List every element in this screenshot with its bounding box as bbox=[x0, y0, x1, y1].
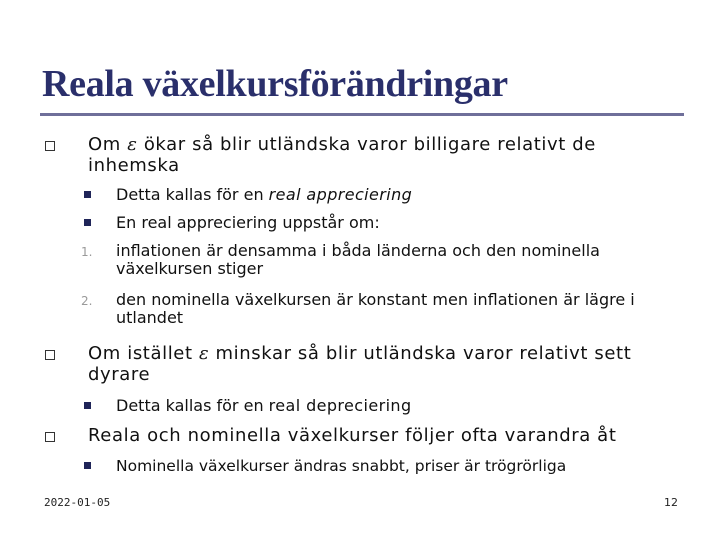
sub-bullet-2-1 bbox=[84, 402, 91, 409]
main-point-2-post: minskar så blir utländska varor relativt sett dyrare bbox=[88, 343, 632, 385]
main-bullet-1 bbox=[45, 141, 55, 151]
main-bullet-3 bbox=[45, 432, 55, 442]
number-marker-2: 2. bbox=[81, 294, 93, 308]
numbered-item-1: inflationen är densamma i båda länderna och den nominella växelkursen stiger bbox=[116, 241, 600, 278]
epsilon-symbol: ε bbox=[127, 134, 138, 155]
sub-item-1-1-text: Detta kallas för en bbox=[116, 185, 269, 204]
sub-item-1-1-emph: real appreciering bbox=[268, 185, 413, 204]
main-bullet-2 bbox=[45, 350, 55, 360]
epsilon-symbol: ε bbox=[198, 343, 210, 364]
main-point-2-pre: Om istället bbox=[88, 343, 199, 364]
sub-item-1-2: En real appreciering uppstår om: bbox=[116, 213, 380, 232]
slide-title: Reala växelkursförändringar bbox=[42, 63, 508, 105]
sub-item-3-1: Nominella växelkurser ändras snabbt, priser är trögrörliga bbox=[116, 457, 567, 475]
footer-date: 2022-01-05 bbox=[44, 496, 111, 509]
title-rule bbox=[40, 113, 684, 116]
main-point-1 bbox=[88, 134, 648, 176]
main-point-3 bbox=[88, 425, 698, 446]
sub-bullet-1-2 bbox=[84, 219, 91, 226]
sub-bullet-3-1 bbox=[84, 462, 91, 469]
sub-item-2-1-emph: real depreciering bbox=[268, 396, 412, 415]
sub-item-1-1 bbox=[116, 186, 656, 204]
main-point-1-pre: Om bbox=[88, 134, 128, 155]
main-point-1-post: ökar så blir utländska varor billigare relativt de inhemska bbox=[88, 134, 596, 176]
number-marker-1: 1. bbox=[81, 245, 93, 259]
sub-item-2-1 bbox=[116, 397, 656, 415]
sub-item-2-1-text: Detta kallas för en bbox=[116, 396, 269, 415]
main-point-2 bbox=[88, 343, 688, 385]
page-number: 12 bbox=[664, 496, 678, 509]
main-point-3-pre: Reala och nominella växelkurser följer ofta varandra åt bbox=[88, 425, 617, 446]
sub-bullet-1-1 bbox=[84, 191, 91, 198]
numbered-item-2: den nominella växelkursen är konstant men inflationen är lägre i utlandet bbox=[116, 290, 635, 327]
